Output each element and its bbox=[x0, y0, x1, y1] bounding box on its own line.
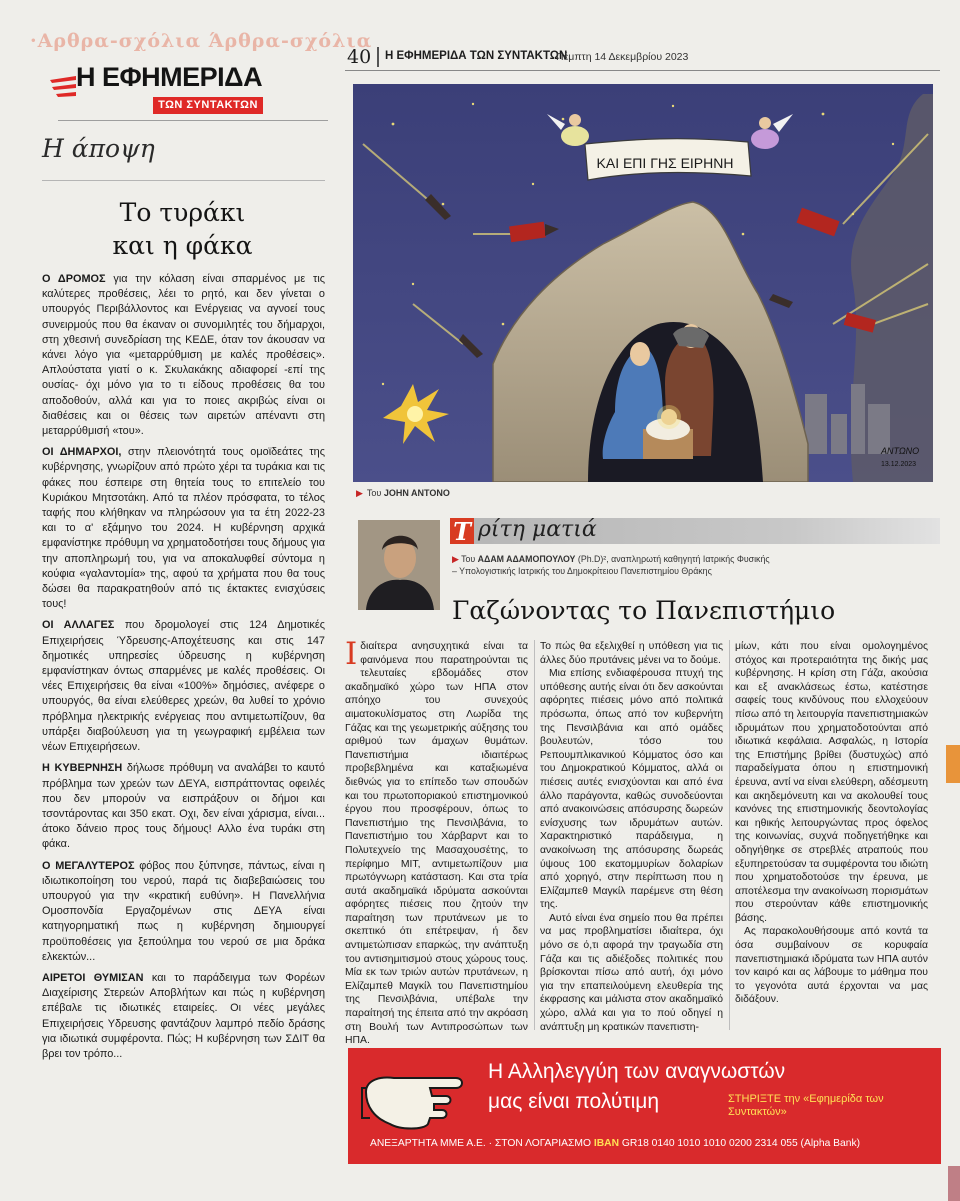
drop-cap: Ι bbox=[345, 636, 358, 672]
triangle-icon: ▶ bbox=[356, 488, 363, 498]
iban-label: IBAN bbox=[593, 1138, 620, 1149]
arrow-icon: ▶ bbox=[452, 554, 462, 564]
article-paragraph: Αυτό είναι ένα σημείο που θα πρέπει να μας προβληματίσει ιδιαίτερα, όχι μόνο σε ό,τι αφορά την τραγωδία στη Γάζα και τις αδιέξοδες πολιτικές που βρίσκονται πίσω από αυτή, όχι μόνο για την επαπειλούμενη ελευθερία της έκφρασης και μάλιστα στον ακαδημαϊκό χώρο, αλλά και για το πού οδηγεί η ανάπτυξη μη κρατικών πανεπιστη- bbox=[540, 912, 723, 1033]
promo-bank-details: ΑΝΕΞΑΡΤΗΤΑ ΜΜΕ Α.Ε. · ΣΤΟΝ ΛΟΓΑΡΙΑΣΜΟ IBAN GR18 0140 1010 1010 0200 2314 055 (Alpha Bank) bbox=[370, 1138, 861, 1149]
page-number: 40 bbox=[347, 46, 372, 68]
header-paper-name: Η ΕΦΗΜΕΡΙΔΑ ΤΩΝ ΣΥΝΤΑΚΤΩΝ bbox=[385, 50, 568, 62]
article-paragraph: Μια επίσης ενδιαφέρουσα πτυχή της υπόθεσης αυτής είναι ότι δεν ασκούνται αφόρητες πιέσεις μόνο από πολιτικά πρόσωπα, όπως από τον κυβερνήτη της Πενσιλβάνια και από ομάδες βουλευτών, τόσο του Ρεπουμπλικανικού Κόμματος όσο και του Δημοκρατικού Κόμματος, αλλά οι πιέσεις αυτές ενισχύονται και από ένα άλλο παράγοντα, καθώς συνοδεύονται από ανακοινώσεις απόσυρσης δωρεών ενίσχυσης των ιδρυμάτων αυτών. Χαρακτηριστικό παράδειγμα, η ανακοίνωση της απόσυρσης δωρεάς ύψους 100 εκατομμυρίων δολαρίων από χορηγό, στην περίπτωση που η Ελίζαμπεθ Μαγκίλ παρέμενε στη θέση της. bbox=[540, 668, 723, 911]
article-column-2 bbox=[540, 640, 723, 1034]
author-byline: ▶ Του ΑΔΑΜ ΑΔΑΜΟΠΟΥΛΟΥ (Ph.D)², αναπληρωτή καθηγητή Ιατρικής Φυσικής – Υπολογιστικής Ιατρικής του Δημοκρίτειου Πανεπιστημίου Θράκης bbox=[452, 553, 940, 577]
column-divider bbox=[534, 640, 535, 1030]
article-paragraph: Ας παρακολουθήσουμε από κοντά τα όσα συμβαίνουν σε κορυφαία πανεπιστημιακά ιδρύματα των ΗΠΑ αυτόν τον καιρό και ας λάβουμε το μάθημα που το γεγονότα αυτά έρχονται να μας διδάξουν. bbox=[735, 926, 928, 1006]
cartoon-credit: ▶ Του JOHN ANTONO bbox=[356, 488, 450, 498]
editorial-body bbox=[42, 272, 325, 1068]
editorial-paragraph: Η ΚΥΒΕΡΝΗΣΗ δήλωσε πρόθυμη να αναλάβει το καυτό πρόβλημα των χρεών των ΔΕΥΑ, εισπράττοντας οφειλές που δεν μπορούν να εισπράξουν οι δήμοι και τσοντάροντας και 350 εκατ. Οχι, δεν είναι χάρισμα, είναι... άτοκο δάνειο προς τους δήμους! Αλλο ένα τυράκι στη φάκα. bbox=[42, 762, 325, 851]
author-affiliation: – Υπολογιστικής Ιατρικής του Δημοκρίτειου Πανεπιστημίου Θράκης bbox=[452, 566, 712, 576]
section-divider bbox=[42, 180, 325, 181]
editorial-title bbox=[30, 196, 335, 262]
article-title: Γαζώνοντας το Πανεπιστήμιο bbox=[452, 596, 836, 625]
publication-date: Πέμπτη 14 Δεκεμβρίου 2023 bbox=[556, 51, 689, 63]
editorial-paragraph: ΟΙ ΔΗΜΑΡΧΟΙ, στην πλειονότητά τους ομοϊδεάτες της κυβέρνησης, γνωρίζουν από πρώτο χέρι τα τυράκια και τις φάκες που έσπειρε στη θητεία τους το επιτελείο του Κυριάκου Μητσοτάκη. Από τα πλέον πρόσφατα, το τέλος ταφής που κλήθηκαν να πληρώσουν για τα έτη 2022-23 και το α' εξάμηνο του 2024. Η κυβέρνηση αρχικά εμφανίστηκε πρόθυμη να χρηματοδοτήσει τους δήμους για την αποπληρωμή του, για να αποκαλυφθεί σύντομα η κούφια «γαλαντομία» της, αφού τα χρήματα που θα τους δώσει θα παρακρατηθούν από τις έκτακτες ενισχύσεις τους! bbox=[42, 446, 325, 611]
column-name: ρίτη ματιά bbox=[478, 517, 597, 542]
signature-name: ΑΝΤΩΝΟ bbox=[881, 446, 920, 456]
promo-headline-1: Η Αλληλεγγύη των αναγνωστών bbox=[488, 1060, 786, 1083]
cartoonist-name: JOHN ANTONO bbox=[383, 488, 450, 498]
editorial-paragraph: Ο ΜΕΓΑΛΥΤΕΡΟΣ φόβος που ξύπνησε, πάντως, είναι η ιδιωτικοποίηση του νερού, παρά τις διαβεβαιώσεις του υπουργού για την «κρατική ευθύνη». Η Πανελλήνια Ομοσπονδία Εργαζομένων στις ΔΕΥΑ είναι κατηγορηματική πως η κυβέρνηση δημιουργεί προϋποθέσεις για ξεπούλημα του νερού σε μια δράκα ελκεκτών... bbox=[42, 859, 325, 963]
article-column-1 bbox=[345, 636, 528, 1048]
article-body bbox=[345, 636, 942, 1047]
pointing-hand-icon bbox=[360, 1058, 490, 1138]
article-paragraph: Το πώς θα εξελιχθεί η υπόθεση για τις άλλες δύο πρυτάνεις μένει να το δούμε. bbox=[540, 641, 723, 666]
editorial-paragraph: ΟΙ ΑΛΛΑΓΕΣ που δρομολογεί στις 124 Δημοτικές Επιχειρήσεις Ύδρευσης-Αποχέτευσης και στις 147 δημοτικές υπηρεσίες ύδρευσης η κυβέρνηση εμφανίστηκαν όντως σπαρμένες με καλές προθέσεις. Οι νέες Επιχειρήσεις θα είναι «100%» δημόσιες, ανέφερε ο υπουργός, θα είναι ελεύθερες χρεών, θα λυθεί το χρόνιο πρόβλημα ηλεκτρικής ενέργειας που αντιμετωπίζουν, θα υπάρξει διαβούλευση για τη γεωγραφική εμβέλεια των νέων Επιχειρήσεων. bbox=[42, 619, 325, 754]
header-separator bbox=[377, 47, 379, 67]
page-header bbox=[345, 46, 940, 68]
section-label: Η άποψη bbox=[42, 134, 155, 163]
bank-name: (Alpha Bank) bbox=[800, 1138, 861, 1149]
author-name: ΑΔΑΜ ΑΔΑΜΟΠΟΥΛΟΥ bbox=[477, 554, 576, 564]
banner-text: ΚΑΙ ΕΠΙ ΓΗΣ ΕΙΡΗΝΗ bbox=[596, 155, 734, 171]
article-paragraph: μίων, κάτι που είναι ομολογημένος στόχος και προτεραιότητα της δικής μας κυβέρνησης. Η κρίση στη Γάζα, ακούσια και εξ ανακλάσεως έστω, κατέστησε σαφείς τους κινδύνους που ελλοχεύουν πίσω από τη λειτουργία πανεπιστημιακών ιδρυμάτων που χρηματοδοτούνται από ιδιωτικά κεφάλαια. Ασφαλώς, η Ιστορία της Επιστήμης βρίθει (δυστυχώς) από παραδείγματα όπου η επιστημονική έρευνα, αντί να είναι ελεύθερη, αδέσμευτη και ακηδεμόνευτη και να ακολουθεί τους κανόνες της επιστημονικής δεοντολογίας και ηθικής λειτουργώντας προς όφελος της κοινωνίας, συχνά ποδηγετήθηκε και οδηγήθηκε σε στρεβλές ατραπούς που εξυπηρετούσαν τα συμφέροντα του ιδιώτη που χρηματοδοτούσε την έρευνα, με αποτέλεσμα την ανακοίνωση πορισμάτων που στερούνταν κάθε επιστημονικής βάσης. bbox=[735, 641, 928, 924]
signature-date: 13.12.2023 bbox=[881, 461, 917, 468]
column-initial: Τ bbox=[450, 518, 474, 544]
nativity-cartoon bbox=[353, 84, 933, 482]
column-divider bbox=[729, 640, 730, 1030]
promo-call-to-action[interactable]: ΣΤΗΡΙΞΤΕ την «Εφημερίδα των Συντακτών» bbox=[728, 1093, 884, 1118]
bleed-through-text: ·Αρθρα-σχόλια Άρθρα-σχόλια bbox=[30, 30, 373, 52]
iban-number: GR18 0140 1010 1010 0200 2314 055 bbox=[621, 1138, 798, 1149]
promo-headline-2: μας είναι πολύτιμη bbox=[488, 1090, 660, 1113]
column-banner bbox=[450, 518, 940, 544]
article-paragraph: Ιδιαίτερα ανησυχητικά είναι τα φαινόμενα που παρατηρούνται τις τελευταίες εβδομάδες στον ακαδημαϊκό χώρο των ΗΠΑ στον απόηχο του συνεχούς αιματοκυλίσματος στη Λωρίδα της Γάζας και της γεωμετρικής αύξησης του αριθμού των άμαχων θυμάτων. Πανεπιστήμια ιδιαιτέρως προβεβλημένα και καταξιωμένα διεθνώς για το επίπεδο των σπουδών και του πρωτοποριακού επιστημονικού έργου που προσφέρουν, όπως το Πανεπιστήμιο της Πενσιλβάνια, το Πανεπιστήμιο του Χάρβαρντ και το Πολυτεχνείο της Μασαχουσέτης, το περίφημο MIT, αντιμετωπίζουν μια πρωτόγνωρη κατάσταση. Και στα τρία αυτά ακαδημαϊκά ιδρύματα ασκούνται αφόρητες πιέσεις που ζητούν την παραίτηση των πρυτάνεων με το σκεπτικό ότι επέτρεψαν, ή δεν αντιμετώπισαν επαρκώς, την ανάπτυξη του αντισημιτισμού στους χώρους τους. Μία εκ των τριών αυτών πρυτάνεων, η Ελίζαμπεθ Μαγκίλ του Πανεπιστημίου της Πενσιλβάνια, υπέβαλε την παραίτησή της έπειτα από την ακρόαση στη Βουλή των Αντιπροσώπων των ΗΠΑ. bbox=[345, 636, 528, 1047]
page-edge-tab bbox=[946, 745, 960, 783]
editorial-paragraph: ΑΙΡΕΤΟΙ ΘΥΜΙΣΑΝ και το παράδειγμα των Φορέων Διαχείρισης Στερεών Αποβλήτων και πώς η κυβέρνηση επέβαλε τις ιδιωτικές εταιρείες. Οι νέες μεγάλες Επιχειρήσεις Υδρευσης φαντάζουν λαμπρό πεδίο δράσης για ιδιωτικά συμφέροντα. Πώς; Η κυβέρνηση των ΣΔΙΤ θα βρει τον τρόπο... bbox=[42, 971, 325, 1060]
logo-main-text: Η ΕΦΗΜΕΡΙΔΑ bbox=[76, 62, 263, 92]
newspaper-logo bbox=[48, 62, 308, 132]
author-photo bbox=[358, 520, 440, 610]
page-edge-tab bbox=[948, 1166, 960, 1201]
logo-divider bbox=[58, 120, 328, 121]
article-column-3 bbox=[735, 640, 928, 1007]
editorial-paragraph: Ο ΔΡΟΜΟΣ για την κόλαση είναι σπαρμένος με τις καλύτερες προθέσεις, λέει το ρητό, και δεν γίνεται ο υπουργός Περιβάλλοντος και Ενέργειας να αγνοεί τους συνειρμούς που θα έκαναν οι συνομιλητές του δήμαρχοι, στη χθεσινή συνεδρίαση της ΚΕΔΕ, όταν τον άκουσαν να κάνει λόγο για «μεταρρύθμιση με καλές προθέσεις». Απλούστατα γιατί ο κ. Σκυλακάκης αδιαφορεί -επί της ουσίας- όχι μόνο για το τι είδους προθέσεις θα του αποδοθούν, αλλά και για το ποιες ακριβώς είναι οι διαθέσεις και οι θέσεις των αιρετών απέναντι στη μεταρρύθμισή «του». bbox=[42, 273, 325, 438]
reader-support-banner[interactable] bbox=[348, 1048, 941, 1164]
logo-sub-text: ΤΩΝ ΣΥΝΤΑΚΤΩΝ bbox=[153, 97, 263, 114]
header-rule bbox=[345, 70, 940, 71]
speed-streaks-icon bbox=[48, 72, 78, 102]
title-line-2: και η φάκα bbox=[112, 231, 253, 260]
title-line-1: Το τυράκι bbox=[119, 198, 246, 227]
